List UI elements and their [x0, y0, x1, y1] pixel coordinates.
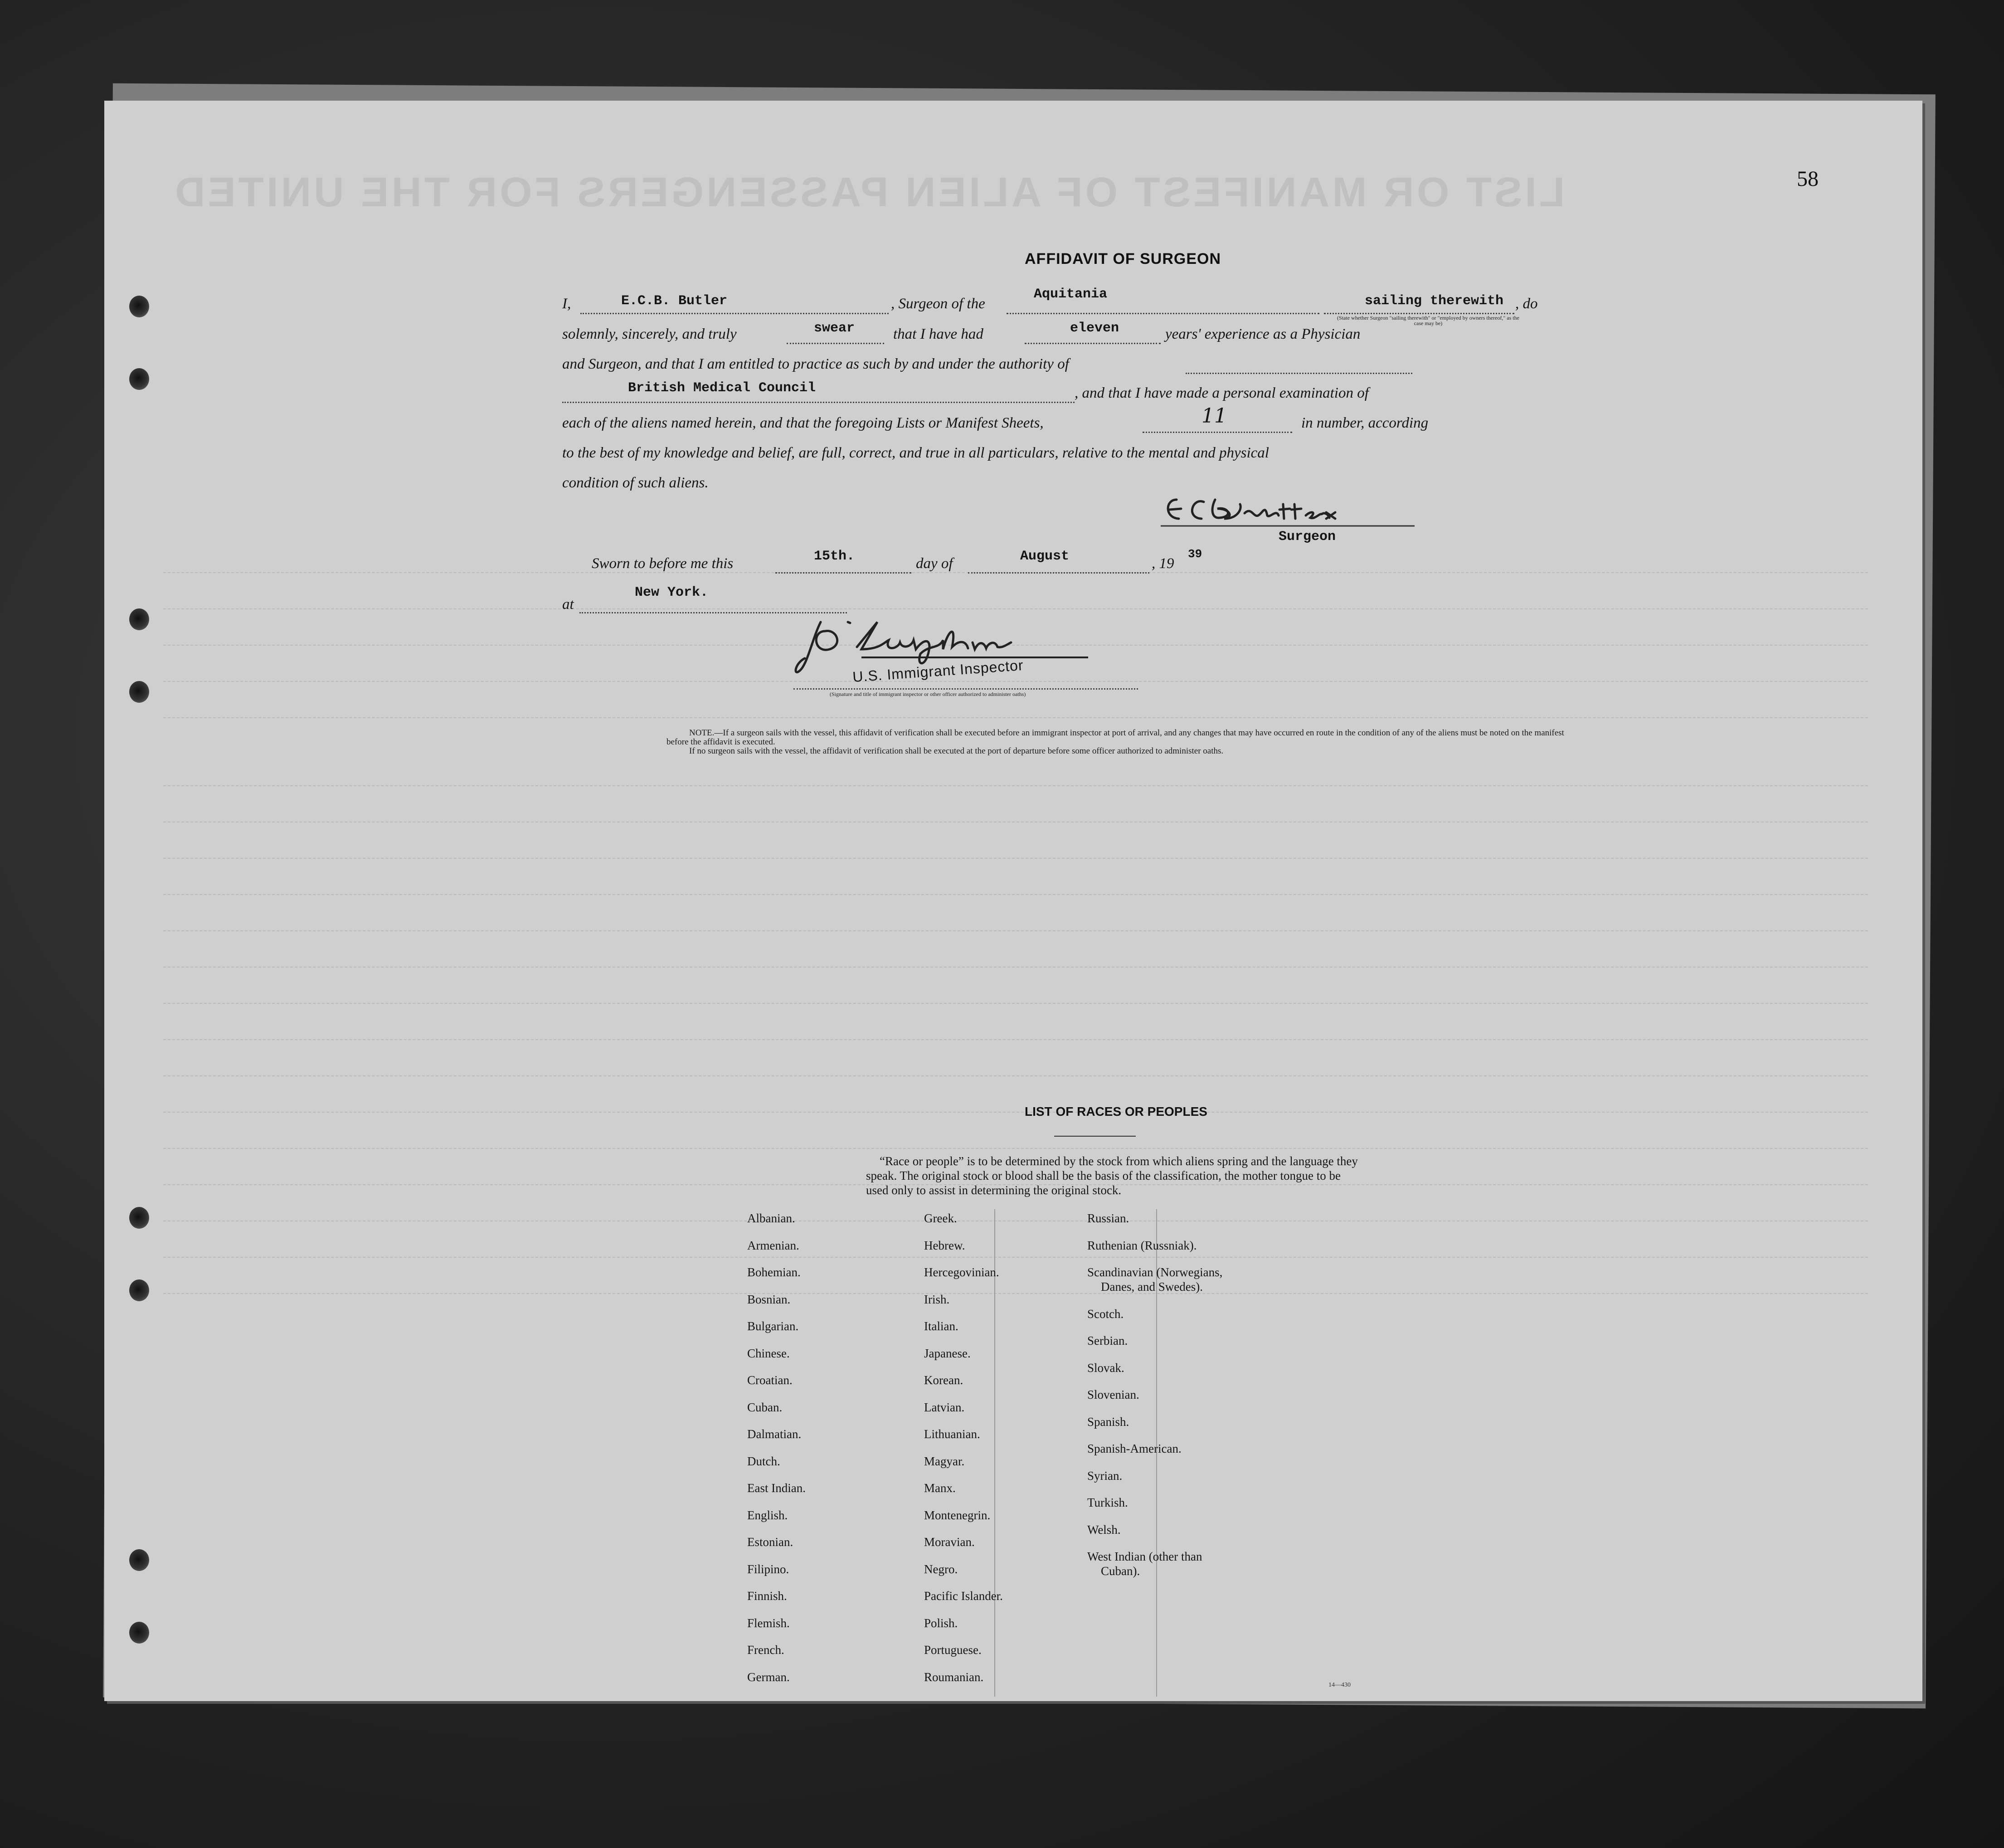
sworn-year-prefix: , 19	[1152, 555, 1174, 572]
race-item: Bulgarian.	[747, 1319, 799, 1333]
race-item: Scotch.	[1087, 1307, 1124, 1321]
affidavit-line5-prefix: each of the aliens named herein, and that the foregoing Lists or Manifest Sheets,	[562, 415, 1044, 431]
affidavit-line1-mid: , Surgeon of the	[891, 296, 985, 312]
race-item: Japanese.	[924, 1346, 971, 1360]
affidavit-line6: to the best of my knowledge and belief, are full, correct, and true in all particulars, relative to the mental and physical	[562, 445, 1269, 461]
affidavit-line4-suffix: , and that I have made a personal examination of	[1075, 385, 1369, 401]
race-item: English.	[747, 1508, 788, 1522]
at-label: at	[562, 596, 574, 613]
races-title: LIST OF RACES OR PEOPLES	[1025, 1104, 1207, 1119]
bleed-through-row	[163, 1202, 1868, 1221]
bleed-through-row	[163, 1275, 1868, 1294]
race-item: Filipino.	[747, 1562, 789, 1576]
race-item: Spanish-American.	[1087, 1442, 1182, 1455]
race-item: Ruthenian (Russniak).	[1087, 1238, 1197, 1252]
bleed-through-row	[163, 948, 1868, 968]
race-item: Hebrew.	[924, 1238, 965, 1252]
race-item: Estonian.	[747, 1535, 793, 1549]
years-experience-field: eleven	[1070, 321, 1119, 336]
race-item: Flemish.	[747, 1616, 790, 1630]
surgeon-status-field: sailing therewith	[1365, 293, 1504, 309]
race-item: Spanish.	[1087, 1415, 1129, 1429]
inspector-note: (Signature and title of immigrant inspector or other officer authorized to administer oaths)	[830, 691, 1026, 697]
race-item: Italian.	[924, 1319, 958, 1333]
races-intro: “Race or people” is to be determined by the stock from which aliens spring and the language they speak. The original stock or blood shall be the basis of the classification, the mother tongue to be used only to assist in determining the original stock.	[866, 1154, 1358, 1197]
vessel-name-field: Aquitania	[1034, 287, 1108, 302]
affidavit-line5-suffix: in number, according	[1301, 415, 1429, 431]
binding-hole	[129, 1549, 149, 1571]
race-item: Dalmatian.	[747, 1427, 802, 1441]
inspector-line	[793, 688, 1138, 690]
race-item: Pacific Islander.	[924, 1589, 1003, 1603]
sworn-month-line	[968, 572, 1149, 574]
race-item: Armenian.	[747, 1238, 799, 1252]
races-title-rule	[1054, 1136, 1136, 1137]
race-item: Bohemian.	[747, 1265, 801, 1279]
race-item: East Indian.	[747, 1481, 806, 1495]
affidavit-line3: and Surgeon, and that I am entitled to practice as such by and under the authority of	[562, 356, 1069, 372]
authority-line	[562, 402, 1075, 403]
race-item: Korean.	[924, 1373, 963, 1387]
note-para1: NOTE.—If a surgeon sails with the vessel, this affidavit of verification shall be executed before an immigrant inspector at port of arrival, and any changes that may have occurred en route in the condition of any of the aliens must be noted on the manifest before the affidavit is executed.	[666, 728, 1564, 747]
surgeon-status-line	[1324, 313, 1514, 314]
race-item: Russian.	[1087, 1211, 1129, 1225]
race-item: Croatian.	[747, 1373, 793, 1387]
binding-hole	[129, 608, 149, 630]
affidavit-line2-prefix: solemnly, sincerely, and truly	[562, 326, 737, 342]
affidavit-line1-prefix: I,	[562, 296, 571, 312]
bleed-through-row	[163, 1130, 1868, 1149]
surgeon-name-field: E.C.B. Butler	[621, 293, 728, 309]
race-item: Chinese.	[747, 1346, 790, 1360]
race-item: Manx.	[924, 1481, 956, 1495]
bleed-through-row	[163, 1094, 1868, 1113]
race-item: Hercegovinian.	[924, 1265, 999, 1279]
status-note: (State whether Surgeon "sailing therewith" or "employed by owners thereof," as the case may be)	[1337, 315, 1519, 326]
race-item: Latvian.	[924, 1400, 965, 1414]
race-item: Serbian.	[1087, 1334, 1128, 1347]
race-item: Polish.	[924, 1616, 958, 1630]
binding-hole	[129, 1279, 149, 1301]
race-item: Lithuanian.	[924, 1427, 980, 1441]
page-number: 58	[1797, 167, 1819, 191]
sworn-year-field: 39	[1188, 547, 1202, 561]
authority-field: British Medical Council	[628, 380, 816, 396]
race-item: Cuban.	[747, 1400, 783, 1414]
surgeon-label: Surgeon	[1279, 529, 1336, 545]
sworn-mid: day of	[916, 555, 953, 572]
manifest-page	[104, 101, 1922, 1701]
race-item: Syrian.	[1087, 1469, 1123, 1483]
column-divider	[994, 1209, 995, 1697]
bleed-through-row	[163, 1021, 1868, 1040]
race-item: West Indian (other than	[1087, 1550, 1202, 1563]
race-item: Cuban).	[1101, 1564, 1140, 1578]
binding-hole	[129, 368, 149, 390]
bleed-through-row	[163, 803, 1868, 822]
race-item: Scandinavian (Norwegians,	[1087, 1265, 1223, 1279]
affidavit-title: AFFIDAVIT OF SURGEON	[1025, 250, 1221, 267]
sworn-day-field: 15th.	[814, 549, 855, 564]
years-line	[1025, 343, 1161, 344]
affidavit-line7: condition of such aliens.	[562, 475, 709, 491]
race-item: Irish.	[924, 1292, 950, 1306]
race-item: Greek.	[924, 1211, 957, 1225]
binding-hole	[129, 681, 149, 703]
affidavit-line2-suffix: years' experience as a Physician	[1165, 326, 1361, 342]
race-item: Magyar.	[924, 1454, 965, 1468]
bleed-through-row	[163, 840, 1868, 859]
race-item: Portuguese.	[924, 1643, 982, 1657]
race-item: Moravian.	[924, 1535, 975, 1549]
race-item: Montenegrin.	[924, 1508, 991, 1522]
race-item: German.	[747, 1670, 790, 1684]
verification-note	[666, 729, 1573, 756]
race-item: Welsh.	[1087, 1522, 1121, 1537]
surgeon-name-line	[580, 313, 889, 314]
sworn-prefix: Sworn to before me this	[592, 555, 734, 572]
vessel-name-line	[1007, 313, 1319, 314]
oath-line	[787, 343, 884, 344]
race-item: French.	[747, 1643, 784, 1657]
bleed-through-row	[163, 767, 1868, 786]
binding-hole	[129, 1622, 149, 1644]
bleed-through-row	[163, 985, 1868, 1004]
race-item: Danes, and Swedes).	[1101, 1280, 1203, 1294]
bleed-through-header: LIST OR MANIFEST OF ALIEN PASSENGERS FOR THE UNITED	[172, 169, 1565, 215]
race-item: Dutch.	[747, 1454, 780, 1468]
race-item: Finnish.	[747, 1589, 787, 1603]
bleed-through-row	[163, 1057, 1868, 1076]
bleed-through-row	[163, 912, 1868, 931]
oath-field: swear	[814, 321, 855, 336]
race-item: Slovak.	[1087, 1361, 1124, 1375]
affidavit-line2-mid: that I have had	[893, 326, 983, 342]
sworn-day-line	[775, 572, 911, 574]
bleed-through-row	[163, 554, 1868, 573]
race-item: Bosnian.	[747, 1292, 791, 1306]
race-item: Albanian.	[747, 1211, 795, 1225]
bleed-through-row	[163, 1239, 1868, 1258]
inspector-label: U.S. Immigrant Inspector	[852, 657, 1024, 686]
sheets-count-line	[1143, 432, 1292, 433]
form-code: 14—430	[1328, 1682, 1351, 1688]
binding-hole	[129, 1207, 149, 1229]
authority-line-top	[1186, 373, 1412, 374]
note-para2: If no surgeon sails with the vessel, the affidavit of verification shall be executed at the port of departure before some officer authorized to administer oaths.	[689, 746, 1224, 756]
race-item: Turkish.	[1087, 1496, 1128, 1509]
sheets-count-field: 11	[1201, 404, 1227, 428]
surgeon-signature	[1161, 491, 1415, 531]
sworn-place-field: New York.	[635, 585, 709, 600]
sworn-month-field: August	[1020, 549, 1070, 564]
binding-hole	[129, 296, 149, 317]
race-item: Roumanian.	[924, 1670, 984, 1684]
affidavit-line1-suffix: , do	[1515, 296, 1538, 312]
bleed-through-row	[163, 699, 1868, 718]
bleed-through-row	[163, 876, 1868, 895]
race-item: Negro.	[924, 1562, 958, 1576]
race-item: Slovenian.	[1087, 1388, 1139, 1401]
